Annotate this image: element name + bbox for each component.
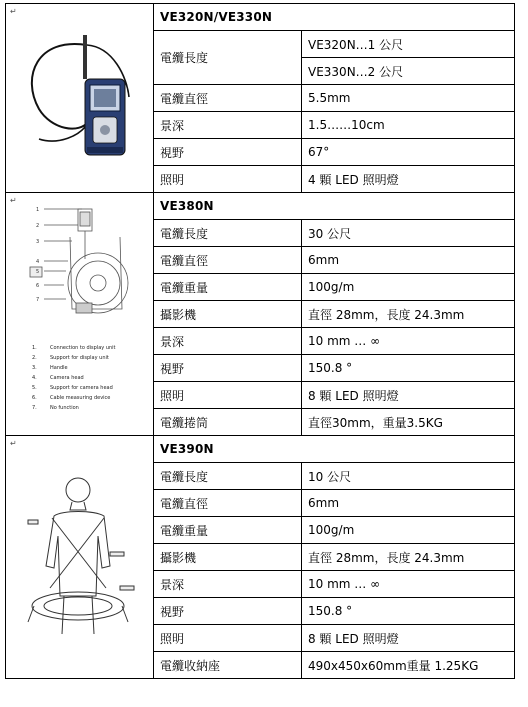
spec-value: 4 顆 LED 照明燈: [302, 166, 515, 193]
person-with-reel-illustration: [12, 456, 148, 656]
cable-reel-diagram: [10, 196, 148, 339]
spec-value: 490x450x60mm重量 1.25KG: [302, 652, 515, 679]
spec-value: 67°: [302, 139, 515, 166]
spec-value: 6mm: [302, 490, 515, 517]
spec-value: 10 mm … ∞: [302, 328, 515, 355]
spec-label: 電纜直徑: [154, 85, 302, 112]
product-image-ve380n: [6, 193, 154, 436]
section-header-ve390n: [6, 436, 515, 463]
svg-text:4: 4: [36, 259, 40, 265]
paragraph-mark: ↵: [10, 439, 17, 448]
spec-label: 電纜直徑: [154, 490, 302, 517]
spec-value: 6mm: [302, 247, 515, 274]
spec-label: 照明: [154, 382, 302, 409]
spec-value: 直徑 28mm，長度 24.3mm: [302, 301, 515, 328]
section-header-ve380n: [6, 193, 515, 220]
svg-text:7: 7: [36, 297, 40, 303]
spec-label: 電纜捲筒: [154, 409, 302, 436]
product-image-ve320n: [6, 4, 154, 193]
spec-label: 電纜重量: [154, 517, 302, 544]
spec-label: 照明: [154, 625, 302, 652]
spec-label: 攝影機: [154, 301, 302, 328]
spec-label: 景深: [154, 328, 302, 355]
parts-legend: [32, 343, 116, 413]
spec-value: 150.8 °: [302, 355, 515, 382]
svg-text:3: 3: [36, 239, 40, 245]
spec-label: 景深: [154, 571, 302, 598]
spec-label: 電纜收納座: [154, 652, 302, 679]
spec-value: 直徑30mm，重量3.5KG: [302, 409, 515, 436]
spec-value: 5.5mm: [302, 85, 515, 112]
spec-label: 攝影機: [154, 544, 302, 571]
spec-value: 8 顆 LED 照明燈: [302, 625, 515, 652]
legend-item: 3. Handle: [32, 365, 68, 371]
spec-value: 100g/m: [302, 517, 515, 544]
spec-label: 電纜長度: [154, 31, 302, 85]
spec-value: 10 公尺: [302, 463, 515, 490]
spec-label: 照明: [154, 166, 302, 193]
legend-item: 6. Cable measuring device: [32, 395, 111, 401]
svg-text:1: 1: [36, 207, 40, 213]
legend-item: 4. Camera head: [32, 375, 84, 381]
spec-value: VE320N…1 公尺: [302, 31, 515, 58]
paragraph-mark: ↵: [10, 196, 17, 205]
spec-value: 100g/m: [302, 274, 515, 301]
section-header-ve320n: [6, 4, 515, 31]
spec-label: 景深: [154, 112, 302, 139]
spec-value: 30 公尺: [302, 220, 515, 247]
spec-label: 電纜長度: [154, 463, 302, 490]
spec-value: 10 mm … ∞: [302, 571, 515, 598]
spec-value: 直徑 28mm，長度 24.3mm: [302, 544, 515, 571]
svg-text:5: 5: [36, 269, 40, 275]
product-image-ve390n: [6, 436, 154, 679]
svg-text:6: 6: [36, 283, 40, 289]
handheld-videoscope-illustration: [17, 17, 143, 177]
legend-item: 7. No function: [32, 405, 79, 411]
spec-label: 電纜長度: [154, 220, 302, 247]
spec-label: 視野: [154, 139, 302, 166]
spec-table: [5, 3, 515, 679]
spec-value: 1.5……10cm: [302, 112, 515, 139]
spec-label: 視野: [154, 355, 302, 382]
spec-label: 電纜重量: [154, 274, 302, 301]
spec-value: 8 顆 LED 照明燈: [302, 382, 515, 409]
paragraph-mark: ↵: [10, 7, 17, 16]
spec-value: VE330N…2 公尺: [302, 58, 515, 85]
section-title: VE320N/VE330N: [154, 4, 515, 31]
spec-value: 150.8 °: [302, 598, 515, 625]
svg-text:2: 2: [36, 223, 40, 229]
section-title: VE380N: [154, 193, 515, 220]
spec-label: 視野: [154, 598, 302, 625]
legend-item: 1. Connection to display unit: [32, 345, 116, 351]
legend-item: 2. Support for display unit: [32, 355, 109, 361]
legend-item: 5. Support for camera head: [32, 385, 113, 391]
spec-label: 電纜直徑: [154, 247, 302, 274]
section-title: VE390N: [154, 436, 515, 463]
